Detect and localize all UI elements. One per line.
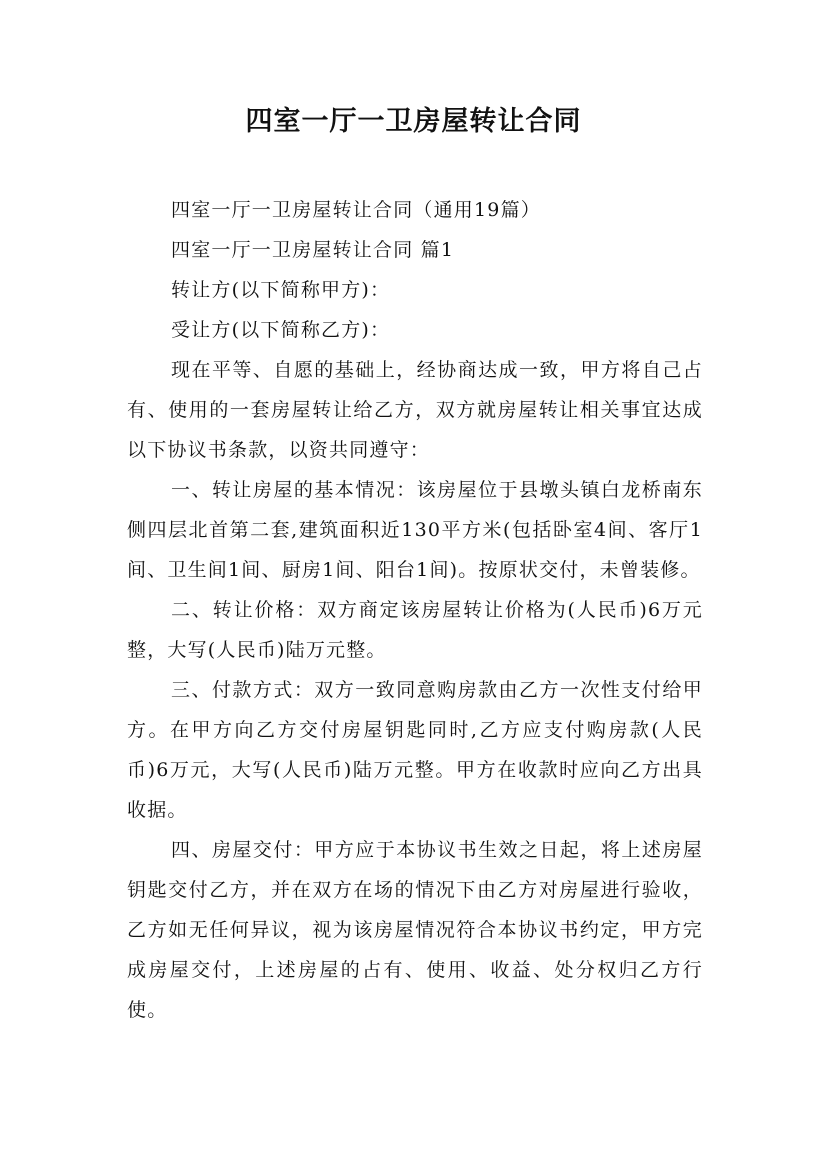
document-body	[127, 190, 703, 1030]
paragraph-section-heading: 四室一厅一卫房屋转让合同 篇1	[171, 239, 455, 261]
paragraph-transferor: 转让方(以下简称甲方)：	[171, 279, 391, 301]
document-title: 四室一厅一卫房屋转让合同	[245, 106, 582, 137]
paragraph-transferee: 受让方(以下简称乙方)：	[171, 319, 391, 341]
paragraph-clause-4: 四、房屋交付：甲方应于本协议书生效之日起，将上述房屋钥匙交付乙方，并在双方在场的情况下由乙方对房屋进行验收，乙方如无任何异议，视为该房屋情况符合本协议书约定，甲方完成房屋交付，上述房屋的占有、使用、收益、处分权归乙方行使。	[127, 839, 703, 1021]
paragraph-clause-2: 二、转让价格：双方商定该房屋转让价格为(人民币)6万元整，大写(人民币)陆万元整。	[127, 599, 703, 661]
paragraph-preamble: 现在平等、自愿的基础上，经协商达成一致，甲方将自己占有、使用的一套房屋转让给乙方，双方就房屋转让相关事宜达成以下协议书条款，以资共同遵守：	[127, 359, 703, 461]
paragraph-clause-3: 三、付款方式：双方一致同意购房款由乙方一次性支付给甲方。在甲方向乙方交付房屋钥匙同时,乙方应支付购房款(人民币)6万元，大写(人民币)陆万元整。甲方在收款时应向乙方出具收据。	[127, 679, 703, 821]
paragraph-clause-1: 一、转让房屋的基本情况：该房屋位于县墩头镇白龙桥南东侧四层北首第二套,建筑面积近130平方米(包括卧室4间、客厅1间、卫生间1间、厨房1间、阳台1间)。按原状交付，未曾装修。	[127, 479, 703, 581]
paragraph-collection-heading: 四室一厅一卫房屋转让合同（通用19篇）	[171, 199, 541, 221]
